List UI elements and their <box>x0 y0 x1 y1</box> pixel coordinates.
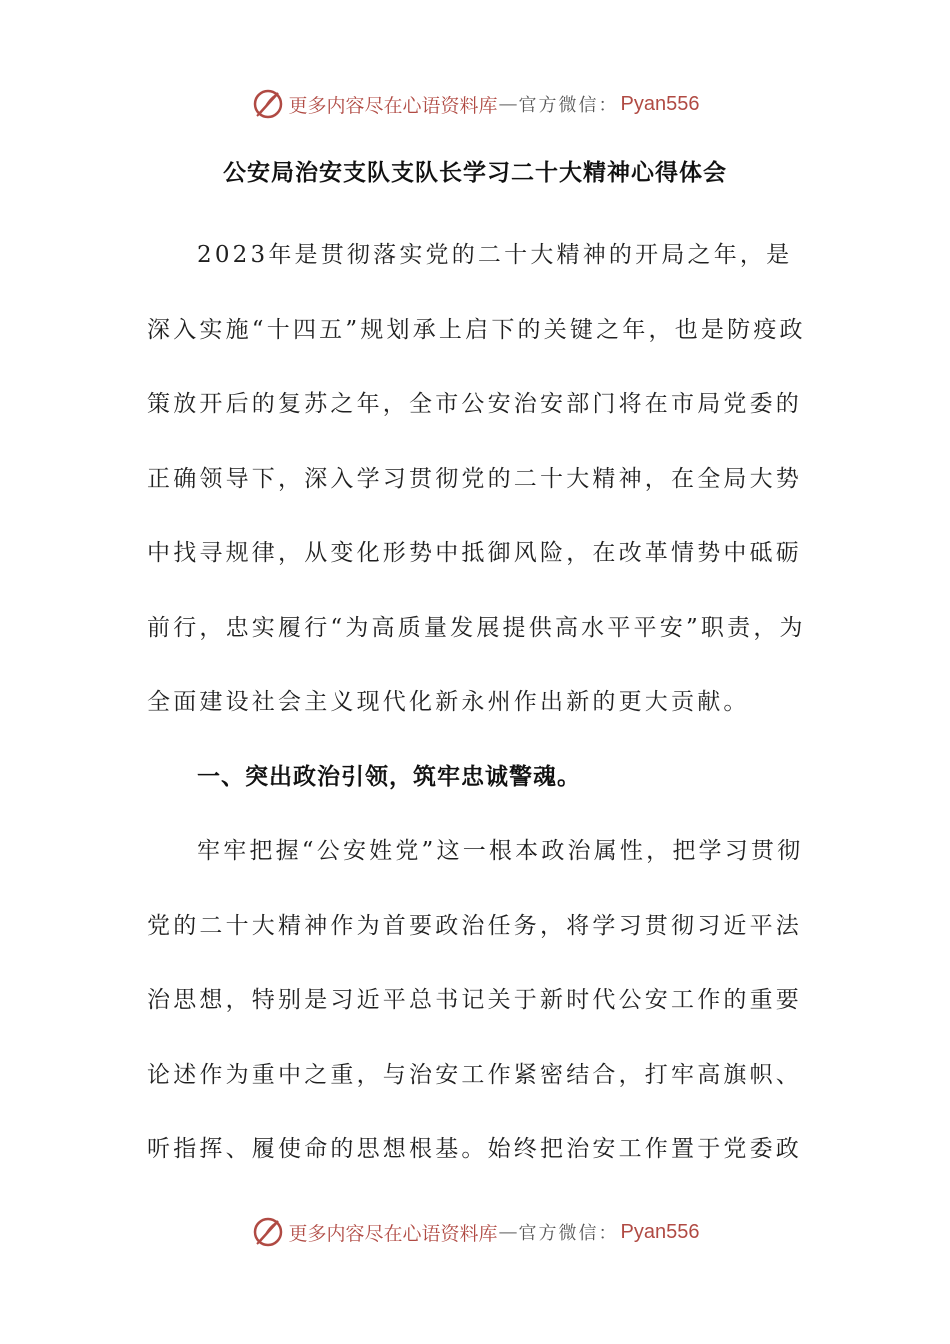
watermark-wechat-id: Pyan556 <box>620 1220 700 1243</box>
body-paragraph: 2023年是贯彻落实党的二十大精神的开局之年，是深入实施“十四五”规划承上启下的关键之年，也是防疫政策放开后的复苏之年，全市公安治安部门将在市局党委的正确领导下，深入学习贯彻党的二十大精神，在全局大势中找寻规律，从变化形势中抵御风险，在改革情势中砥砺前行，忠实履行“为高质量发展提供高水平平安”职责，为全面建设社会主义现代化新永州作出新的更大贡献。 <box>147 242 806 715</box>
section-heading: 一、突出政治引领，筑牢忠诚警魂。 <box>197 763 581 790</box>
watermark-site-text: 更多内容尽在心语资料库 <box>288 1222 498 1245</box>
watermark-site-text: 更多内容尽在心语资料库 <box>288 94 498 117</box>
document-body <box>147 218 807 1187</box>
footer-watermark-banner <box>0 1212 950 1252</box>
quill-logo-icon <box>251 87 285 121</box>
watermark-wechat-label: 官方微信： <box>518 1223 619 1244</box>
watermark-wechat-id: Pyan556 <box>620 92 700 115</box>
watermark-dash: — <box>498 1221 518 1243</box>
body-paragraph: 牢牢把握“公安姓党”这一根本政治属性，把学习贯彻党的二十大精神作为首要政治任务，将学习贯彻习近平法治思想，特别是习近平总书记关于新时代公安工作的重要论述作为重中之重，与治安工作紧密结合，打牢高旗帜、听指挥、履使命的思想根基。始终把治安工作置于党委政 <box>147 838 804 1162</box>
document-title: 公安局治安支队支队长学习二十大精神心得体会 <box>223 160 727 186</box>
header-watermark-banner <box>0 84 950 124</box>
watermark-wechat-label: 官方微信： <box>518 95 619 116</box>
watermark-dash: — <box>498 93 518 115</box>
quill-logo-icon <box>251 1215 285 1249</box>
